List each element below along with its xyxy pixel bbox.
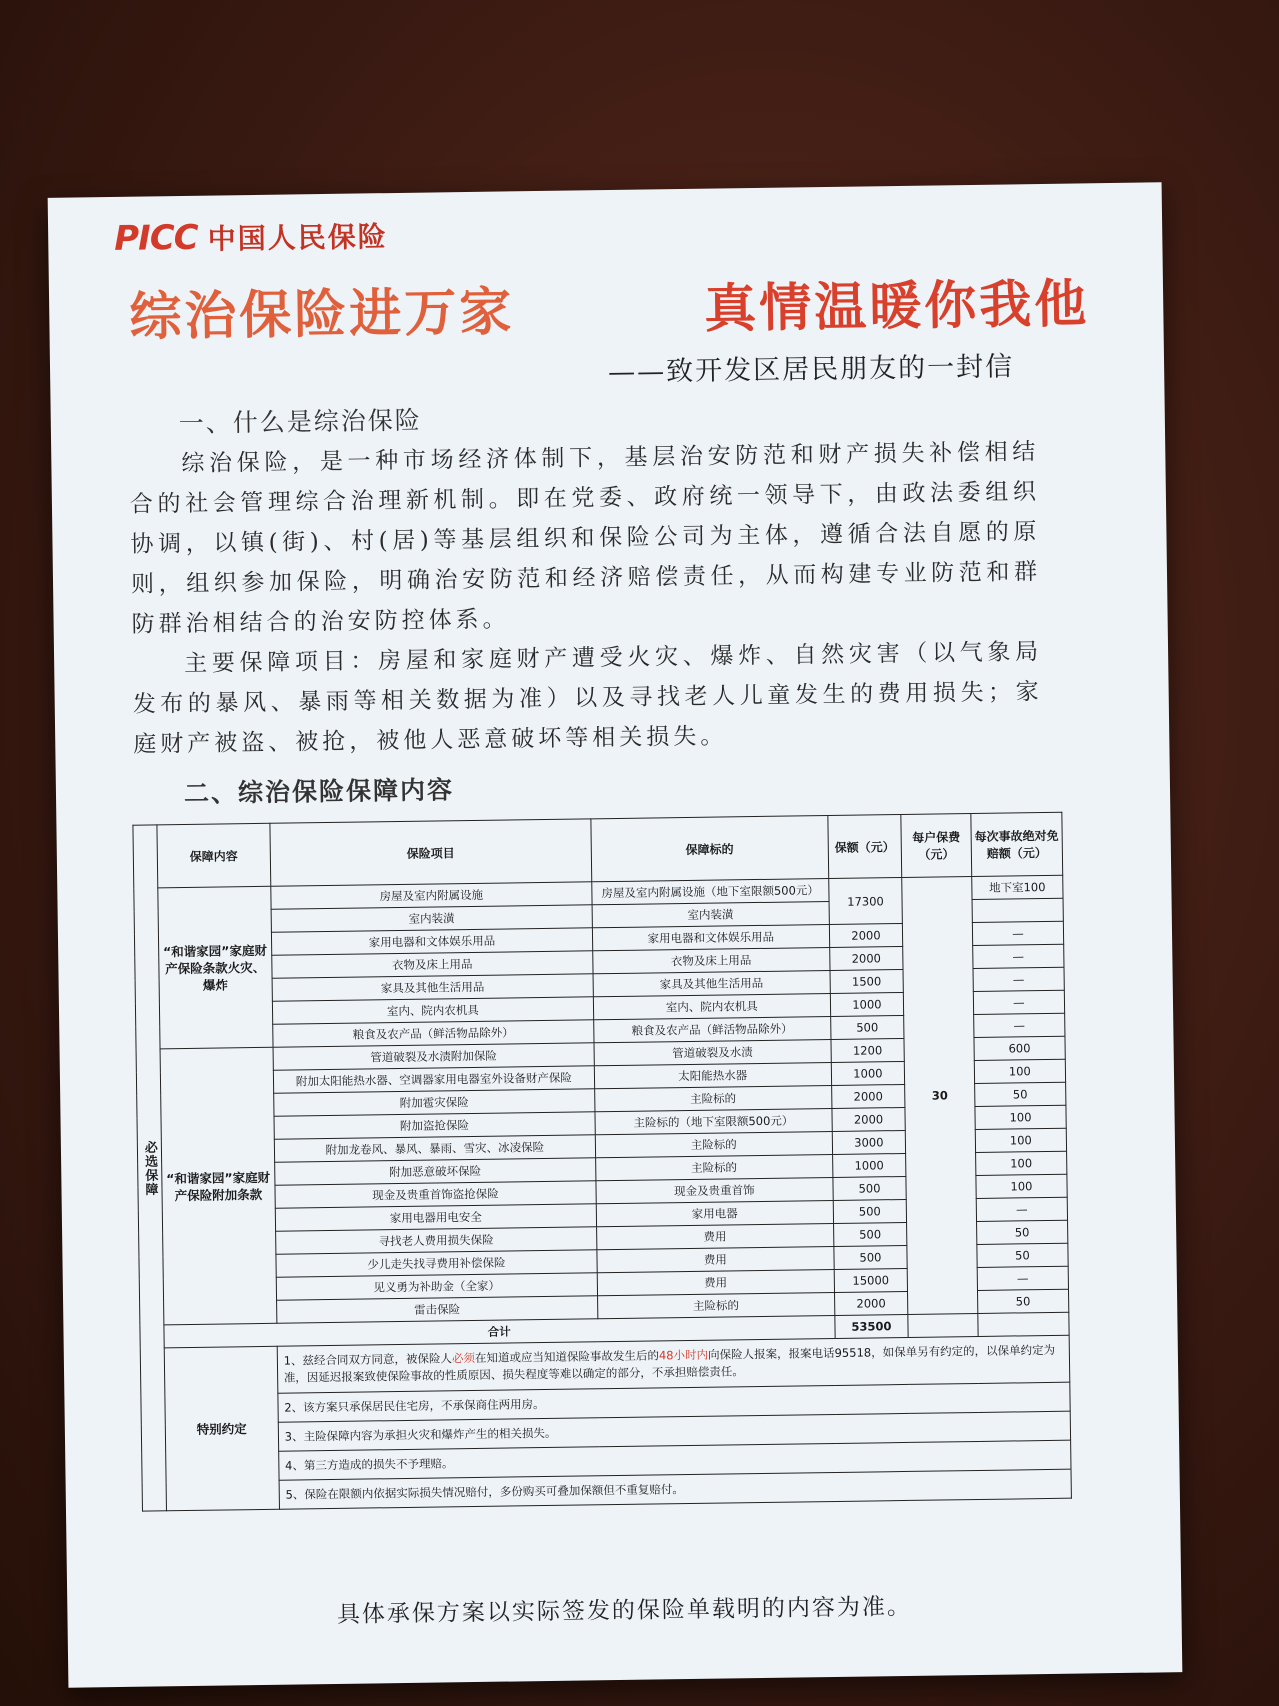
coverage-subject: 家用电器 [596,1200,833,1226]
coverage-item: 房屋及室内附属设施 [271,882,593,909]
required-coverage-label: 必选保障 [133,825,166,1511]
coverage-amount: 15000 [834,1268,908,1292]
coverage-item: 附加雹灾保险 [273,1089,595,1116]
coverage-deductible: 100 [976,1174,1068,1198]
total-deductible-empty [978,1312,1070,1336]
coverage-subject: 室内、院内农机具 [593,994,830,1020]
coverage-subject: 主险标的 [595,1131,832,1157]
coverage-deductible: — [973,967,1065,991]
coverage-item: 家用电器用电安全 [275,1204,597,1231]
coverage-subject: 房屋及室内附属设施（地下室限额500元） [592,879,829,905]
logo-company-name: 中国人民保险 [207,220,388,256]
coverage-amount: 2000 [831,1107,905,1131]
coverage-amount: 1000 [830,992,904,1016]
coverage-table [132,812,1072,1512]
clause1-part-a: 1、兹经合同双方同意，被保险人 [283,1351,453,1368]
picc-logo [114,215,388,259]
headline [129,261,1090,349]
coverage-item: 室内、院内农机具 [272,997,594,1024]
coverage-subject: 主险标的 [595,1085,832,1111]
special-terms-label: 特别约定 [164,1346,279,1511]
coverage-item: 附加太阳能热水器、空调器家用电器室外设备财产保险 [273,1066,595,1093]
coverage-deductible: 地下室100 [972,875,1064,899]
subtitle: ——致开发区居民朋友的一封信 [607,351,1015,389]
section1-paragraph-1: 综治保险，是一种市场经济体制下，基层治安防范和财产损失补偿相结合的社会管理综合治理新机制。即在党委、政府统一领导下，由政法委组织协调，以镇(街)、村(居)等基层组织和保险公司为主体，遵循合法自愿的原则，组织参加保险，明确治安防范和经济赔偿责任，从而构建专业防范和群防群治相结合的治安防控体系。 [129,439,1042,638]
coverage-deductible: — [972,944,1064,968]
total-premium-empty [908,1313,978,1337]
coverage-table-wrapper [132,812,1072,1512]
headline-right: 真情温暖你我他 [703,274,1090,340]
coverage-amount: 3000 [832,1130,906,1154]
footer-note: 具体承保方案以实际签发的保险单载明的内容为准。 [336,1593,913,1628]
header-subject: 保障标的 [591,816,828,882]
coverage-deductible: 50 [976,1220,1068,1244]
coverage-subject: 费用 [597,1223,834,1249]
coverage-subject: 管道破裂及水渍 [594,1040,831,1066]
coverage-item: 室内装潢 [271,905,593,932]
coverage-deductible: 100 [975,1105,1067,1129]
coverage-deductible: — [976,1197,1068,1221]
coverage-amount: 2000 [829,946,903,970]
clause1-hours: 48小时内 [658,1347,709,1363]
group1-label: “和谐家园”家庭财产保险条款火灾、爆炸 [158,886,273,1049]
coverage-subject: 家具及其他生活用品 [593,971,830,997]
coverage-item: 附加龙卷风、暴风、暴雨、雪灾、冰凌保险 [274,1135,596,1162]
clause1-part-b: 在知道或应当知道保险事故发生后的 [474,1348,660,1365]
coverage-item: 少儿走失找寻费用补偿保险 [276,1250,598,1277]
coverage-deductible [972,898,1064,922]
special-clause-3: 3、主险保障内容为承担火灾和爆炸产生的相关损失。 [278,1411,1071,1451]
coverage-subject: 室内装潢 [592,902,829,928]
coverage-amount: 2000 [831,1084,905,1108]
coverage-subject: 主险标的（地下室限额500元） [595,1108,832,1134]
coverage-deductible: 100 [974,1059,1066,1083]
leaflet-page [48,182,1183,1687]
coverage-deductible: 50 [977,1243,1069,1267]
group2-label: “和谐家园”家庭财产保险附加条款 [160,1047,277,1325]
special-clause-2: 2、该方案只承保居民住宅房，不承保商住两用房。 [278,1382,1071,1422]
coverage-amount: 1000 [832,1153,906,1177]
header-premium: 每户保费（元） [901,814,971,878]
section2-heading: 二、综治保险保障内容 [183,775,455,809]
clause1-part-c: 向保险人报案，报案电话95518，如保单另有约定的，以保单约定为准，因延迟报案致使保险事故的性质原因、损失程度等难以确定的部分，不承担赔偿责任。 [283,1342,1056,1385]
coverage-deductible: — [973,1013,1065,1037]
coverage-amount: 2000 [829,923,903,947]
logo-mark: PICC [113,217,198,259]
coverage-item: 寻找老人费用损失保险 [275,1227,597,1254]
special-clause-5: 5、保险在限额内依据实际损失情况赔付，多份购买可叠加保额但不重复赔付。 [279,1469,1072,1509]
coverage-item: 家用电器和文体娱乐用品 [271,928,593,955]
coverage-subject: 费用 [597,1246,834,1272]
coverage-amount: 500 [830,1015,904,1039]
coverage-item: 雷击保险 [276,1296,598,1323]
coverage-deductible: 50 [974,1082,1066,1106]
coverage-deductible: — [972,921,1064,945]
coverage-item: 见义勇为补助金（全家） [276,1273,598,1300]
coverage-item: 管道破裂及水渍附加保险 [273,1043,595,1070]
coverage-amount: 500 [833,1222,907,1246]
special-clause-4: 4、第三方造成的损失不予理赔。 [278,1440,1071,1480]
coverage-item: 现金及贵重首饰盗抢保险 [275,1181,597,1208]
coverage-subject: 费用 [597,1269,834,1295]
coverage-deductible: 100 [975,1151,1067,1175]
section1-heading: 一、什么是综治保险 [178,405,423,439]
coverage-deductible: — [977,1266,1069,1290]
header-deductible: 每次事故绝对免赔额（元） [971,812,1063,876]
coverage-amount: 17300 [828,877,902,924]
coverage-subject: 家用电器和文体娱乐用品 [592,925,829,951]
coverage-amount: 500 [833,1245,907,1269]
header-item: 保险项目 [270,819,592,886]
coverage-item: 家具及其他生活用品 [272,974,594,1001]
coverage-deductible: 50 [977,1289,1069,1313]
coverage-deductible: 100 [975,1128,1067,1152]
coverage-item: 附加盗抢保险 [274,1112,596,1139]
coverage-subject: 衣物及床上用品 [593,948,830,974]
coverage-item: 附加恶意破坏保险 [274,1158,596,1185]
section1-paragraph-2: 主要保障项目：房屋和家庭财产遭受火灾、爆炸、自然灾害（以气象局发布的暴风、暴雨等相关数据为准）以及寻找老人儿童发生的费用损失；家庭财产被盗、被抢，被他人恶意破坏等相关损失。 [132,639,1043,758]
headline-left: 综治保险进万家 [128,282,515,348]
coverage-deductible: 600 [974,1036,1066,1060]
coverage-amount: 1200 [831,1038,905,1062]
header-content: 保障内容 [157,823,271,888]
coverage-item: 粮食及农产品（鲜活物品除外） [272,1020,594,1047]
clause1-must: 必须 [451,1350,476,1366]
coverage-amount: 500 [833,1199,907,1223]
coverage-amount: 1500 [830,969,904,993]
coverage-amount: 1000 [831,1061,905,1085]
total-label: 合计 [164,1315,835,1347]
coverage-amount: 2000 [834,1291,908,1315]
premium-per-household: 30 [902,877,978,1315]
coverage-subject: 粮食及农产品（鲜活物品除外） [594,1017,831,1043]
total-amount: 53500 [834,1314,908,1338]
coverage-deductible: — [973,990,1065,1014]
coverage-subject: 主险标的 [596,1154,833,1180]
coverage-item: 衣物及床上用品 [271,951,593,978]
coverage-subject: 主险标的 [598,1292,835,1318]
header-amount: 保额（元） [827,814,902,878]
coverage-subject: 现金及贵重首饰 [596,1177,833,1203]
coverage-subject: 太阳能热水器 [594,1062,831,1088]
coverage-amount: 500 [832,1176,906,1200]
